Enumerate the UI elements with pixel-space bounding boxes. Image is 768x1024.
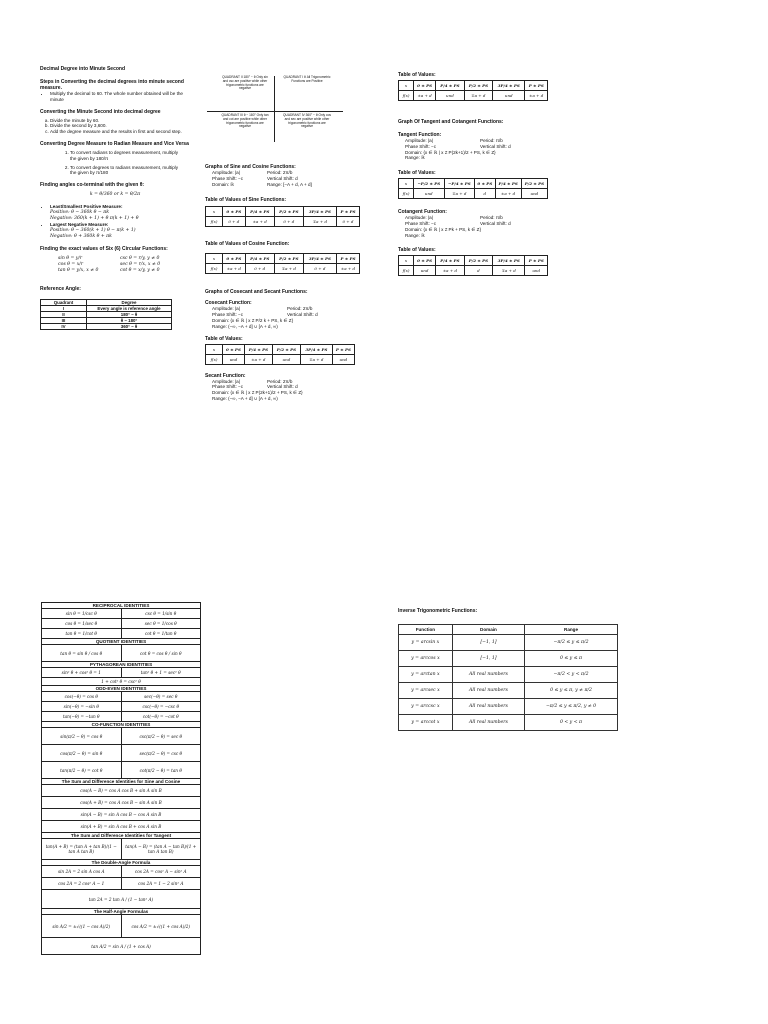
cot-properties: Amplitude: |a| Period: π/b Phase Shift: −c Vertical Shift: d <box>405 215 511 226</box>
tangent-table: x −P/2 ± PS −P/4 ± PS 0 ± PS P/4 ± PS P/2 ± PS f(x) und ∓a + d d ±a + d und <box>398 178 548 199</box>
heading-tan-cot: Graph Of Tangent and Cotangent Functions: <box>398 119 504 125</box>
heading-quotient: QUOTIENT IDENTITIES <box>42 639 201 645</box>
least-pos: Positive: θ − 360k θ − πk <box>50 209 110 215</box>
deg-rad-2: 2. To convert degrees to radians measurement, multiply the given by π/180 <box>70 165 180 177</box>
quadrant-1: QUADRANT I θ All Trigonometric Functions are Positive <box>283 75 331 83</box>
secant-table: x 0 ± PS P/4 ± PS P/2 ± PS 3P/4 ± PS P ± PS f(x) ±a + d und ∓a + d und ±a + d <box>398 80 548 101</box>
axis-vertical <box>274 76 275 142</box>
cotangent-table: x 0 ± PS P/4 ± PS P/2 ± PS 3P/4 ± PS P ± PS f(x) und ±a + d d ∓a + d und <box>398 255 548 276</box>
identities-table: RECIPROCAL IDENTITIES sin θ = 1/csc θ csc θ = 1/sin θ cos θ = 1/sec θ sec θ = 1/cos θ tan θ = 1/cot θ cot θ = 1/tan θ QUOTIENT IDENTITIES tan θ = sin θ / cos θ cot θ = cos θ / sin θ PYTHAGOREAN IDENTITIES sin² θ + cos² θ = 1 tan² θ + 1 = sec² θ 1 + cot² θ = csc² θ ODD-EVEN IDENTITIES cos(−θ) = cos θ sec(−θ) = sec θ sin(−θ) = −sin θ csc(−θ) = −csc θ tan(−θ) = −tan θ cot(−θ) = −cot θ CO-FUNCTION IDENTITIES sin(π/2 − θ) = cos θ csc(π/2 − θ) = sec θ cos(π/2 − θ) = sin θ sec(π/2 − θ) = csc θ tan(π/2 − θ) = cot θ cot(π/2 − θ) = tan θ The Sum and Difference Identities for Sine and Cosine cos(A − B) = cos A cos B + sin A sin B cos(A + B) = cos A cos B − sin A sin B sin(A − B) = sin A cos B − cos A sin B sin(A + B) = sin A cos B + cos A sin B The Sum and Difference Identities for Tangent tan(A + B) = (tan A + tan B)/(1 − tan A tan B) tan(A − B) = (tan A − tan B)/(1 + tan A tan B) The Double-Angle Formula sin 2A = 2 sin A cos A cos 2A = cos² A − sin² A cos 2A = 2 cos² A − 1 cos 2A = 1 − 2 sin² A tan 2A = 2 tan A / (1 − tan² A) The Half-Angle Formulas sin A/2 = ±√((1 − cos A)/2) cos A/2 = ±√((1 + cos A)/2) tan A/2 = sin A / (1 + cos A) <box>41 602 201 955</box>
inverse-header: Domain <box>452 625 524 635</box>
heading-decimal-degree: Decimal Degree into Minute Second <box>40 66 126 72</box>
quadrant-2: QUADRANT II 180° − θ Only sin and csc are positive while other trigonometric functions are negative <box>222 75 268 91</box>
inverse-table: Function Domain Range y = arcsin x [−1, 1] −π/2 ≤ y ≤ π/2 y = arccos x [−1, 1] 0 ≤ y ≤ π y = arctan x All real numbers −π/2 < y < π/2 y = arcsec x All real numbers 0 ≤ y ≤ π, y ≠ π/2 y = arccsc x All real numbers −π/2 ≤ y ≤ π/2, y ≠ 0 y = arccot x All real numbers 0 < y < π <box>398 624 618 731</box>
axis-horizontal <box>207 111 343 112</box>
measure-list <box>40 204 190 240</box>
heading-cos-table: Table of Values of Cosine Function: <box>205 241 290 248</box>
deg-rad-1: 1. To convert radians to degrees measurement, multiply the given by 180/π <box>70 150 180 162</box>
largest-pos: Positive: θ − 360(k + 1) θ − π(k + 1) <box>50 227 136 233</box>
exact-values <box>40 256 190 274</box>
heading-sum-diff-sc: The Sum and Difference Identities for Sine and Cosine <box>42 779 201 785</box>
heading-pythagorean: PYTHAGOREAN IDENTITIES <box>42 662 201 668</box>
heading-co-function: CO-FUNCTION IDENTITIES <box>42 722 201 728</box>
csc-properties: Amplitude: |a| Period: 2π/b Phase Shift: −c Vertical Shift: d <box>212 306 318 318</box>
least-neg: Negative: 360(k + 1) + θ π(k + 1) + θ <box>50 215 139 221</box>
heading-secant: Secant Function: <box>205 372 246 379</box>
heading-min-sec: Converting the Minute Second into decimal degree <box>40 108 161 115</box>
cot-domain: Domain: {x ∈ ℝ | x ≠ Pk + PS, k ∈ Z} <box>405 226 481 232</box>
tan-properties: Amplitude: |a| Period: π/b Phase Shift: −c Vertical Shift: d <box>405 138 511 149</box>
steps-list <box>40 91 190 103</box>
inverse-header: Range <box>525 625 618 635</box>
sec-properties: Amplitude: |a| Period: 2π/b Phase Shift: −c Vertical Shift: d <box>212 378 298 390</box>
reference-table: Quadrant Degree I Every angle is reference angle II 180° − θ III θ − 180° IV 360° − θ <box>40 299 172 330</box>
ref-header: Degree <box>87 299 172 305</box>
heading-cot-table: Table of Values: <box>398 247 436 254</box>
steps-bullet: • Multiply the decimal to 60. The whole number obtained will be the minute <box>50 91 190 103</box>
min-sec-b: b. Divide the second by 3,600. <box>50 123 190 129</box>
ref-header: Quadrant <box>41 299 87 305</box>
heading-exact-values: Finding the exact values of Six (6) Circular Functions: <box>40 245 168 252</box>
heading-csc-table: Table of Values: <box>205 335 243 342</box>
column-1 <box>40 66 190 330</box>
least-heading: Least/Smallest Positive Measure: <box>50 204 123 210</box>
coterminal-formula: k = θ/360 or k = θ/2π <box>89 192 141 198</box>
heading-tan-table: Table of Values: <box>398 170 436 177</box>
heading-sine-table: Table of Values of Sine Functions: <box>205 197 287 204</box>
heading-cosecant: Cosecant Function: <box>205 300 252 307</box>
heading-odd-even: ODD-EVEN IDENTITIES <box>42 686 201 692</box>
cot-range: Range: ℝ <box>405 232 425 238</box>
heading-sum-diff-tan: The Sum and Difference Identities for Tangent <box>42 833 201 839</box>
sec-range: Range: (−∞, −A + d] ∪ [A + d, ∞) <box>212 395 278 401</box>
exact-row: tan θ = y/x, x ≠ 0 cot θ = x/y, y ≠ 0 <box>58 267 160 273</box>
heading-tangent: Tangent Function: <box>398 132 442 138</box>
heading-csc-sec: Graphs of Cosecant and Secant Functions: <box>205 289 308 296</box>
csc-domain: Domain: {x ∈ ℝ | x ≠ P/2 k + PS, k ∈ Z} <box>212 317 294 323</box>
quadrant-4: QUADRANT IV 360° − θ Only cos and sec are positive while other trigonometric functions are negative <box>283 113 331 129</box>
column-3 <box>398 72 558 276</box>
exact-row: sin θ = y/r csc θ = r/y, y ≠ 0 <box>58 255 160 261</box>
cosecant-table: x 0 ± PS P/4 ± PS P/2 ± PS 3P/4 ± PS P ± PS f(x) und ±a + d und ∓a + d und <box>205 344 355 365</box>
heading-inverse: Inverse Trigonometric Functions: <box>398 608 478 614</box>
heading-double-angle: The Double-Angle Formula <box>42 860 201 866</box>
heading-top-table: Table of Values: <box>398 72 436 78</box>
largest-neg: Negative: θ + 360k θ + πk <box>50 233 112 239</box>
deg-rad-list <box>40 150 180 176</box>
csc-range: Range: (−∞, −A + d] ∪ [A + d, ∞) <box>212 323 278 329</box>
sine-table: x 0 ± PS P/4 ± PS P/2 ± PS 3P/4 ± PS P ± PS f(x) 0 + d ±a + d 0 + d ∓a + d 0 + d <box>205 206 360 227</box>
tan-domain: Domain: {x ∈ ℝ | x ≠ P(2k+1)/2 + PS, k ∈ Z} <box>405 149 496 155</box>
heading-sin-cos: Graphs of Sine and Cosine Functions: <box>205 164 296 170</box>
heading-reciprocal: RECIPROCAL IDENTITIES <box>42 603 201 609</box>
heading-reference: Reference Angle: <box>40 285 81 292</box>
heading-steps: Steps in Converting the decimal degrees into minute second measure. <box>40 79 184 91</box>
sin-cos-properties: Amplitude: |a| Period: 2π/b Phase Shift: −c Vertical Shift: d Domain: ℝ Range: [−A + d, A + d] <box>212 170 312 187</box>
quadrant-3: QUADRANT III θ − 180° Only tan and cot are positive while other trigonometric functions are negative <box>221 113 269 129</box>
inverse-header: Function <box>399 625 453 635</box>
heading-deg-rad: Converting Degree Measure to Radian Measure and Vice Versa <box>40 140 189 147</box>
sec-domain: Domain: {x ∈ ℝ | x ≠ P(2k+1)/2 + PS, k ∈ Z} <box>212 390 303 396</box>
quadrant-diagram <box>205 74 345 144</box>
min-sec-list <box>40 118 190 135</box>
cosine-table: x 0 ± PS P/4 ± PS P/2 ± PS 3P/4 ± PS P ± PS f(x) ±a + d 0 + d ∓a + d 0 + d ±a + d <box>205 253 360 274</box>
heading-coterminal: Finding angles co-terminal with the given θ: <box>40 182 145 189</box>
heading-half-angle: The Half-Angle Formulas <box>42 909 201 915</box>
heading-cotangent: Cotangent Function: <box>398 209 447 216</box>
column-2 <box>205 164 365 402</box>
min-sec-c: c. Add the degree measure and the results in first and second step. <box>50 129 190 135</box>
tan-range: Range: ℝ <box>405 155 425 161</box>
largest-heading: Largest Negative Measure: <box>50 221 109 227</box>
exact-row: cos θ = x/r sec θ = r/x, x ≠ 0 <box>58 261 161 267</box>
min-sec-a: a. Divide the minute by 60. <box>50 118 190 124</box>
